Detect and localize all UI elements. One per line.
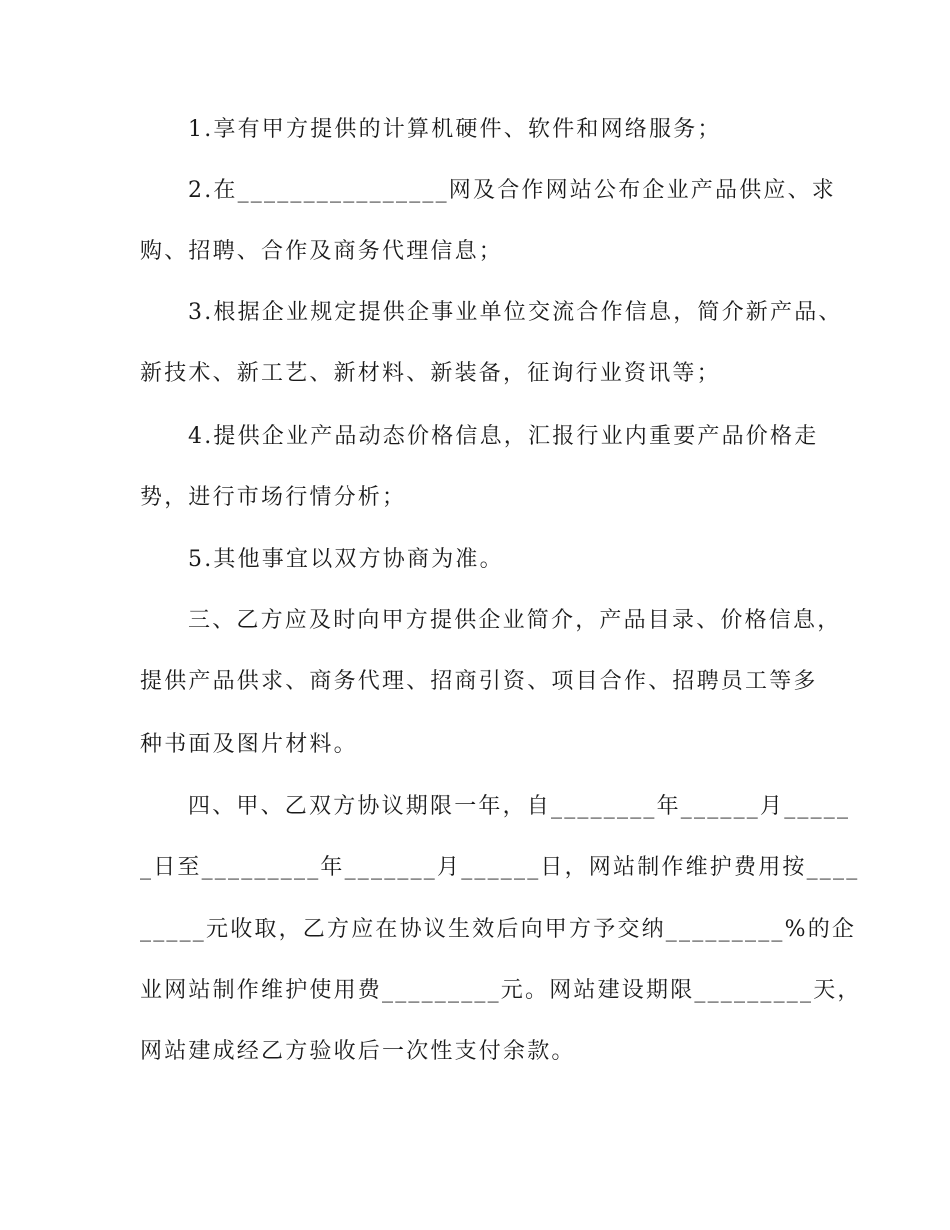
section-3-line-3: 种书面及图片材料。 [140,732,358,757]
item-4-line-2: 势，进行市场行情分析； [140,485,407,510]
section-3-line-1: 三、乙方应及时向甲方提供企业简介，产品目录、价格信息， [188,608,842,633]
item-3-line-2: 新技术、新工艺、新材料、新装备，征询行业资讯等； [140,361,721,386]
item-3-line-1: 3.根据企业规定提供企事业单位交流合作信息，简介新产品、 [188,300,843,325]
section-3-line-2: 提供产品供求、商务代理、招商引资、项目合作、招聘员工等多 [140,669,818,694]
section-4-line-1: 四、甲、乙双方协议期限一年，自________年______月_____ [188,794,851,819]
item-1-line: 1.享有甲方提供的计算机硬件、软件和网络服务； [188,117,722,142]
item-5-line: 5.其他事宜以双方协商为准。 [188,547,504,572]
item-2-line-1: 2.在________________网及合作网站公布企业产品供应、求 [188,178,836,203]
section-4-line-4: 业网站制作维护使用费_________元。网站建设期限_________天， [140,978,862,1003]
section-4-line-3: _____元收取，乙方应在协议生效后向甲方予交纳_________%的企 [140,917,857,942]
section-4-line-5: 网站建成经乙方验收后一次性支付余款。 [140,1039,576,1064]
item-2-line-2: 购、招聘、合作及商务代理信息； [140,239,504,264]
section-4-line-2: _日至_________年_______月______日，网站制作维护费用按____ [140,855,860,880]
item-4-line-1: 4.提供企业产品动态价格信息，汇报行业内重要产品价格走 [188,424,819,449]
